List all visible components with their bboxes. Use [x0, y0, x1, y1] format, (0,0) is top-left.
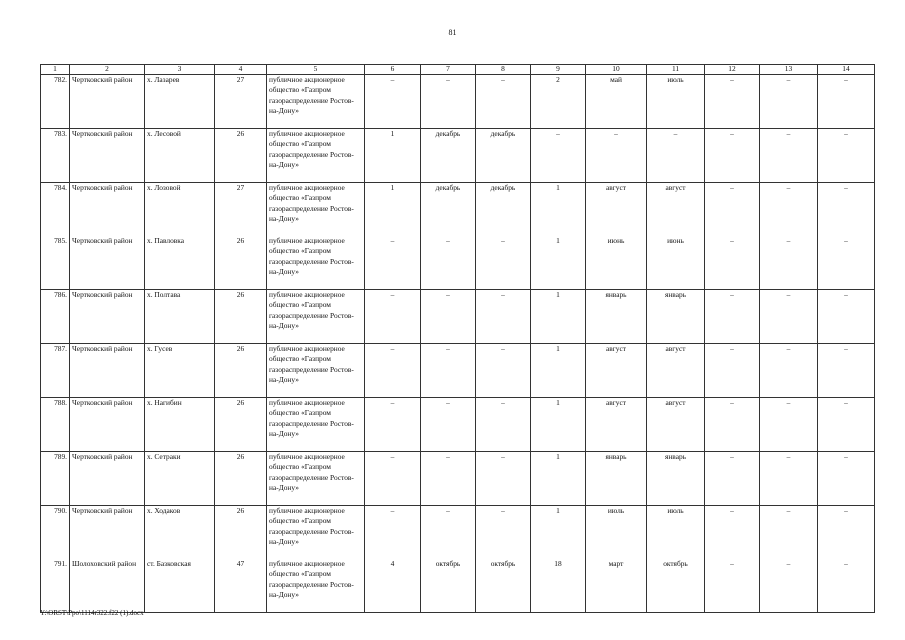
settlement-cell: х. Павловка	[145, 236, 215, 290]
col7-cell: декабрь	[421, 129, 476, 183]
table-row	[41, 344, 875, 398]
col8-cell: –	[476, 236, 531, 290]
col13-cell: –	[760, 236, 818, 290]
col10-cell: июнь	[586, 236, 647, 290]
col14-cell: –	[818, 452, 875, 506]
col7-cell: –	[421, 398, 476, 452]
row-number: 785.	[41, 236, 70, 290]
row-number: 786.	[41, 290, 70, 344]
col14-cell: –	[818, 344, 875, 398]
col4-cell: 27	[215, 183, 267, 237]
district-cell: Чертковский район	[70, 236, 145, 290]
col8-cell: –	[476, 452, 531, 506]
col9-cell: 1	[531, 290, 586, 344]
col7-cell: декабрь	[421, 183, 476, 237]
settlement-cell: х. Сетраки	[145, 452, 215, 506]
col11-cell: август	[647, 344, 705, 398]
col12-cell: –	[705, 183, 760, 237]
col4-cell: 26	[215, 129, 267, 183]
col11-cell: октябрь	[647, 559, 705, 613]
col6-cell: –	[365, 290, 421, 344]
col6-cell: –	[365, 452, 421, 506]
col11-cell: январь	[647, 452, 705, 506]
col4-cell: 26	[215, 398, 267, 452]
row-number: 788.	[41, 398, 70, 452]
col7-cell: –	[421, 506, 476, 560]
col7-cell: –	[421, 290, 476, 344]
column-header-6: 6	[365, 65, 421, 75]
col13-cell: –	[760, 344, 818, 398]
settlement-cell: ст. Базковская	[145, 559, 215, 613]
col13-cell: –	[760, 183, 818, 237]
organization-cell: публичное акционерное общество «Газпром газораспределение Ростов-на-Дону»	[267, 75, 365, 129]
col10-cell: июль	[586, 506, 647, 560]
district-cell: Чертковский район	[70, 398, 145, 452]
district-cell: Чертковский район	[70, 506, 145, 560]
col6-cell: –	[365, 236, 421, 290]
col11-cell: август	[647, 398, 705, 452]
settlement-cell: х. Полтава	[145, 290, 215, 344]
col11-cell: июль	[647, 506, 705, 560]
col10-cell: январь	[586, 452, 647, 506]
col8-cell: –	[476, 290, 531, 344]
row-number: 783.	[41, 129, 70, 183]
col9-cell: 1	[531, 452, 586, 506]
table-row	[41, 452, 875, 506]
table-row	[41, 236, 875, 290]
col14-cell: –	[818, 290, 875, 344]
col9-cell: –	[531, 129, 586, 183]
col12-cell: –	[705, 559, 760, 613]
col8-cell: –	[476, 506, 531, 560]
col8-cell: октябрь	[476, 559, 531, 613]
district-cell: Чертковский район	[70, 183, 145, 237]
organization-cell: публичное акционерное общество «Газпром газораспределение Ростов-на-Дону»	[267, 398, 365, 452]
column-header-4: 4	[215, 65, 267, 75]
table-row	[41, 559, 875, 613]
organization-cell: публичное акционерное общество «Газпром газораспределение Ростов-на-Дону»	[267, 344, 365, 398]
col7-cell: октябрь	[421, 559, 476, 613]
col7-cell: –	[421, 344, 476, 398]
col4-cell: 26	[215, 344, 267, 398]
col12-cell: –	[705, 236, 760, 290]
col11-cell: июль	[647, 75, 705, 129]
table-row	[41, 129, 875, 183]
organization-cell: публичное акционерное общество «Газпром газораспределение Ростов-на-Дону»	[267, 290, 365, 344]
settlement-cell: х. Нагибин	[145, 398, 215, 452]
col8-cell: декабрь	[476, 183, 531, 237]
district-cell: Чертковский район	[70, 129, 145, 183]
row-number: 789.	[41, 452, 70, 506]
col6-cell: –	[365, 344, 421, 398]
col11-cell: июнь	[647, 236, 705, 290]
col4-cell: 27	[215, 75, 267, 129]
row-number: 791.	[41, 559, 70, 613]
col14-cell: –	[818, 559, 875, 613]
table-row	[41, 290, 875, 344]
page-number: 81	[448, 28, 457, 37]
district-cell: Чертковский район	[70, 75, 145, 129]
col9-cell: 1	[531, 344, 586, 398]
col10-cell: август	[586, 398, 647, 452]
table-body	[41, 75, 875, 613]
col4-cell: 26	[215, 290, 267, 344]
district-cell: Чертковский район	[70, 344, 145, 398]
schedule-table	[40, 64, 875, 613]
col8-cell: декабрь	[476, 129, 531, 183]
col13-cell: –	[760, 75, 818, 129]
file-path-footer: Y:\ORST\Ppo\1114r322.f22 (1).docx	[40, 609, 144, 617]
row-number: 784.	[41, 183, 70, 237]
col9-cell: 1	[531, 506, 586, 560]
organization-cell: публичное акционерное общество «Газпром газораспределение Ростов-на-Дону»	[267, 183, 365, 237]
col11-cell: –	[647, 129, 705, 183]
col12-cell: –	[705, 129, 760, 183]
col14-cell: –	[818, 75, 875, 129]
col13-cell: –	[760, 398, 818, 452]
col14-cell: –	[818, 129, 875, 183]
settlement-cell: х. Лазарев	[145, 75, 215, 129]
col9-cell: 2	[531, 75, 586, 129]
col12-cell: –	[705, 75, 760, 129]
col6-cell: 1	[365, 129, 421, 183]
column-header-13: 13	[760, 65, 818, 75]
header-row	[41, 65, 875, 75]
col6-cell: –	[365, 75, 421, 129]
district-cell: Чертковский район	[70, 290, 145, 344]
settlement-cell: х. Ходаков	[145, 506, 215, 560]
col13-cell: –	[760, 129, 818, 183]
table-row	[41, 506, 875, 560]
table-row	[41, 183, 875, 237]
col13-cell: –	[760, 290, 818, 344]
col12-cell: –	[705, 506, 760, 560]
row-number: 782.	[41, 75, 70, 129]
column-header-11: 11	[647, 65, 705, 75]
col6-cell: –	[365, 506, 421, 560]
col7-cell: –	[421, 75, 476, 129]
col7-cell: –	[421, 236, 476, 290]
col10-cell: август	[586, 344, 647, 398]
col8-cell: –	[476, 75, 531, 129]
organization-cell: публичное акционерное общество «Газпром газораспределение Ростов-на-Дону»	[267, 129, 365, 183]
col6-cell: –	[365, 398, 421, 452]
column-header-9: 9	[531, 65, 586, 75]
column-header-1: 1	[41, 65, 70, 75]
column-header-14: 14	[818, 65, 875, 75]
column-header-10: 10	[586, 65, 647, 75]
column-header-3: 3	[145, 65, 215, 75]
col12-cell: –	[705, 452, 760, 506]
col10-cell: январь	[586, 290, 647, 344]
table-row	[41, 398, 875, 452]
col14-cell: –	[818, 236, 875, 290]
col10-cell: август	[586, 183, 647, 237]
col4-cell: 26	[215, 452, 267, 506]
organization-cell: публичное акционерное общество «Газпром газораспределение Ростов-на-Дону»	[267, 452, 365, 506]
col10-cell: март	[586, 559, 647, 613]
col6-cell: 4	[365, 559, 421, 613]
col13-cell: –	[760, 452, 818, 506]
row-number: 787.	[41, 344, 70, 398]
column-header-5: 5	[267, 65, 365, 75]
column-header-7: 7	[421, 65, 476, 75]
col4-cell: 26	[215, 236, 267, 290]
col10-cell: май	[586, 75, 647, 129]
column-header-12: 12	[705, 65, 760, 75]
col13-cell: –	[760, 559, 818, 613]
table-row	[41, 75, 875, 129]
organization-cell: публичное акционерное общество «Газпром газораспределение Ростов-на-Дону»	[267, 559, 365, 613]
row-number: 790.	[41, 506, 70, 560]
col6-cell: 1	[365, 183, 421, 237]
col11-cell: январь	[647, 290, 705, 344]
settlement-cell: х. Лесовой	[145, 129, 215, 183]
district-cell: Чертковский район	[70, 452, 145, 506]
col12-cell: –	[705, 344, 760, 398]
col4-cell: 47	[215, 559, 267, 613]
col14-cell: –	[818, 506, 875, 560]
settlement-cell: х. Гусев	[145, 344, 215, 398]
col12-cell: –	[705, 398, 760, 452]
district-cell: Шолоховский район	[70, 559, 145, 613]
column-header-8: 8	[476, 65, 531, 75]
col8-cell: –	[476, 344, 531, 398]
col8-cell: –	[476, 398, 531, 452]
col7-cell: –	[421, 452, 476, 506]
col11-cell: август	[647, 183, 705, 237]
col9-cell: 1	[531, 183, 586, 237]
col4-cell: 26	[215, 506, 267, 560]
col14-cell: –	[818, 398, 875, 452]
col10-cell: –	[586, 129, 647, 183]
settlement-cell: х. Лозовой	[145, 183, 215, 237]
col9-cell: 1	[531, 398, 586, 452]
organization-cell: публичное акционерное общество «Газпром газораспределение Ростов-на-Дону»	[267, 506, 365, 560]
column-header-2: 2	[70, 65, 145, 75]
col12-cell: –	[705, 290, 760, 344]
col14-cell: –	[818, 183, 875, 237]
col9-cell: 1	[531, 236, 586, 290]
col13-cell: –	[760, 506, 818, 560]
col9-cell: 18	[531, 559, 586, 613]
organization-cell: публичное акционерное общество «Газпром газораспределение Ростов-на-Дону»	[267, 236, 365, 290]
